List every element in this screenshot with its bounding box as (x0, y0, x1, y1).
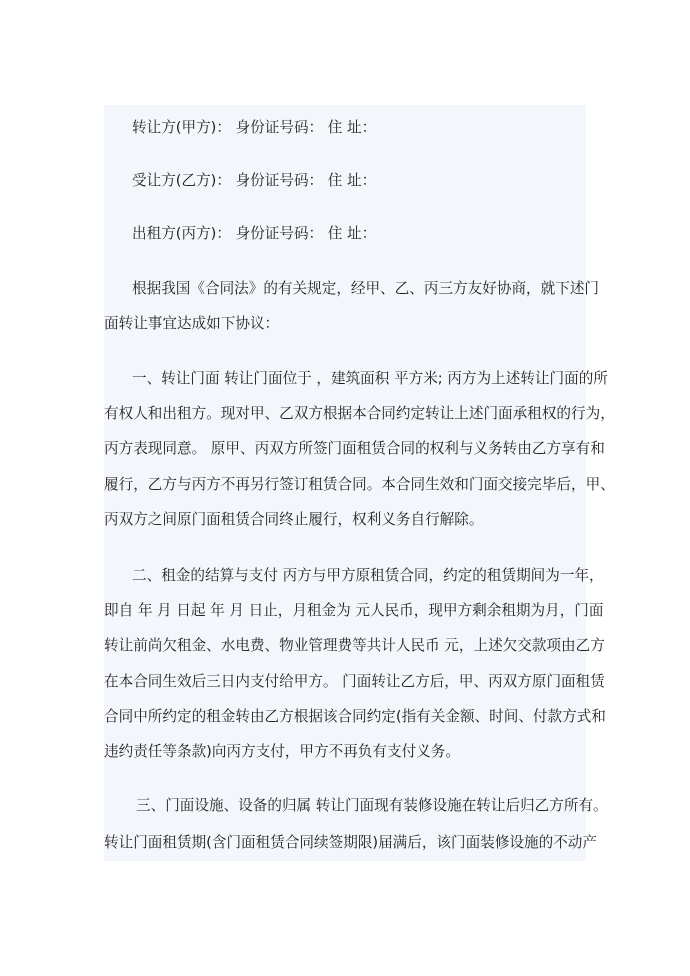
section3-line-2: 转让门面租赁期(含门面租赁合同续签期限)届满后，该门面装修设施的不动产 (104, 834, 597, 851)
party-transferor: 转让方(甲方)： 身份证号码： 住 址： (132, 119, 377, 136)
section1-line-2: 有权人和出租方。现对甲、乙双方根据本合同约定转让上述门面承租权的行为， (104, 405, 615, 422)
section2-line-4: 在本合同生效后三日内支付给甲方。 门面转让乙方后，甲、丙双方原门面租赁 (104, 673, 605, 690)
section1-line-5: 丙双方之间原门面租赁合同终止履行，权利义务自行解除。 (104, 511, 484, 528)
section3-line-1: 三、门面设施、设备的归属 转让门面现有装修设施在转让后归乙方所有。 (136, 797, 608, 814)
document-content (104, 105, 615, 861)
section1-line-1: 一、转让门面 转让门面位于 ，建筑面积 平方米; 丙方为上述转让门面的所 (132, 370, 608, 387)
section2-line-6: 违约责任等条款)向丙方支付，甲方不再负有支付义务。 (104, 743, 460, 760)
preamble-line-2: 面转让事宜达成如下协议： (104, 315, 280, 332)
party-lessor: 出租方(丙方)： 身份证号码： 住 址： (132, 225, 377, 242)
section1-line-3: 丙方表现同意。 原甲、丙双方所签门面租赁合同的权利与义务转由乙方享有和 (104, 440, 605, 457)
section1-line-4: 履行，乙方与丙方不再另行签订租赁合同。本合同生效和门面交接完毕后，甲、 (104, 476, 615, 493)
section2-line-2: 即自 年 月 日起 年 月 日止，月租金为 元人民币，现甲方剩余租期为月，门面 (104, 602, 604, 619)
section2-line-1: 二、租金的结算与支付 丙方与甲方原租赁合同，约定的租赁期间为一年， (132, 567, 604, 584)
section2-line-5: 合同中所约定的租金转由乙方根据该合同约定(指有关金额、时间、付款方式和 (104, 708, 606, 725)
party-transferee: 受让方(乙方)： 身份证号码： 住 址： (132, 172, 377, 189)
section2-line-3: 转让前尚欠租金、水电费、物业管理费等共计人民币 元，上述欠交款项由乙方 (104, 637, 605, 654)
preamble-line-1: 根据我国《合同法》的有关规定，经甲、乙、丙三方友好协商，就下述门 (132, 280, 600, 297)
